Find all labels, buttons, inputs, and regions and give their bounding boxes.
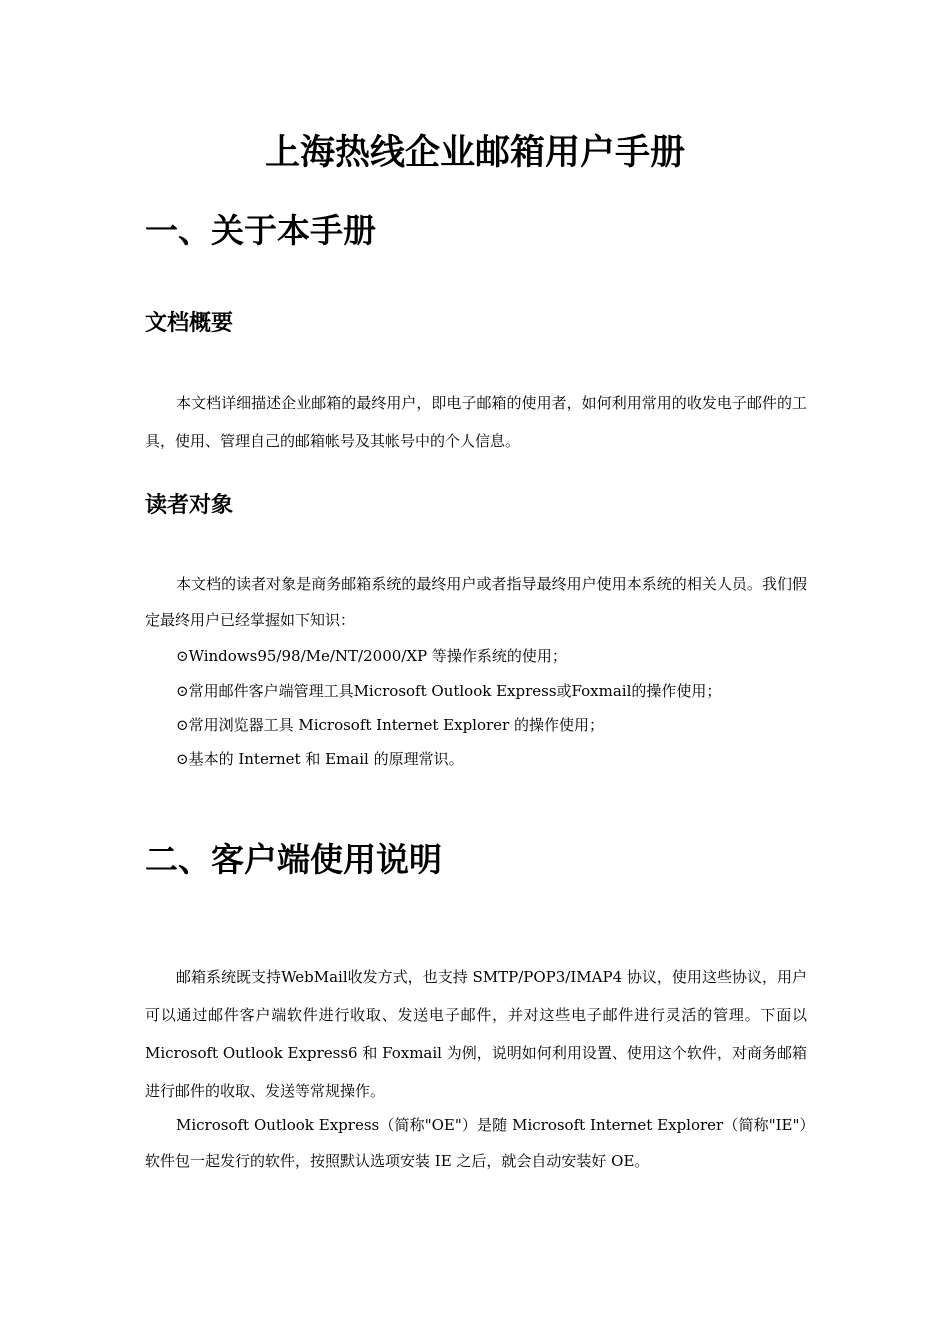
section-heading-about: 一、关于本手册 (145, 211, 376, 250)
paragraph-client-intro: 邮箱系统既支持WebMail收发方式，也支持 SMTP/POP3/IMAP4 协议，使用这些协议，用户可以通过邮件客户端软件进行收取、发送电子邮件，并对这些电子邮件进行灵活的管理。下面以 Microsoft Outlook Express6 和 Foxmail 为例，说明如何利用设置、使用这个软件，对商务邮箱进行邮件的收取、发送等常规操作。 (145, 968, 807, 1100)
subheading-audience: 读者对象 (145, 493, 234, 518)
section-heading-client: 二、客户端使用说明 (145, 840, 442, 879)
document-title: 上海热线企业邮箱用户手册 (264, 133, 685, 173)
bullet-item: ⊙常用邮件客户端管理工具Microsoft Outlook Express或Foxmail的操作使用； (176, 682, 722, 700)
subheading-overview: 文档概要 (145, 311, 234, 336)
paragraph-outlook-express: Microsoft Outlook Express（简称"OE"）是随 Microsoft Internet Explorer（简称"IE"）软件包一起发行的软件，按照默认选项安装 IE 之后，就会自动安装好 OE。 (145, 1116, 807, 1170)
bullet-item: ⊙Windows95/98/Me/NT/2000/XP 等操作系统的使用； (176, 647, 567, 665)
paragraph-audience: 本文档的读者对象是商务邮箱系统的最终用户或者指导最终用户使用本系统的相关人员。我们假定最终用户已经掌握如下知识： (145, 575, 807, 629)
bullet-item: ⊙常用浏览器工具 Microsoft Internet Explorer 的操作使用； (176, 716, 604, 734)
bullet-item: ⊙基本的 Internet 和 Email 的原理常识。 (176, 750, 464, 768)
paragraph-overview: 本文档详细描述企业邮箱的最终用户，即电子邮箱的使用者，如何利用常用的收发电子邮件的工具，使用、管理自己的邮箱帐号及其帐号中的个人信息。 (145, 394, 807, 450)
